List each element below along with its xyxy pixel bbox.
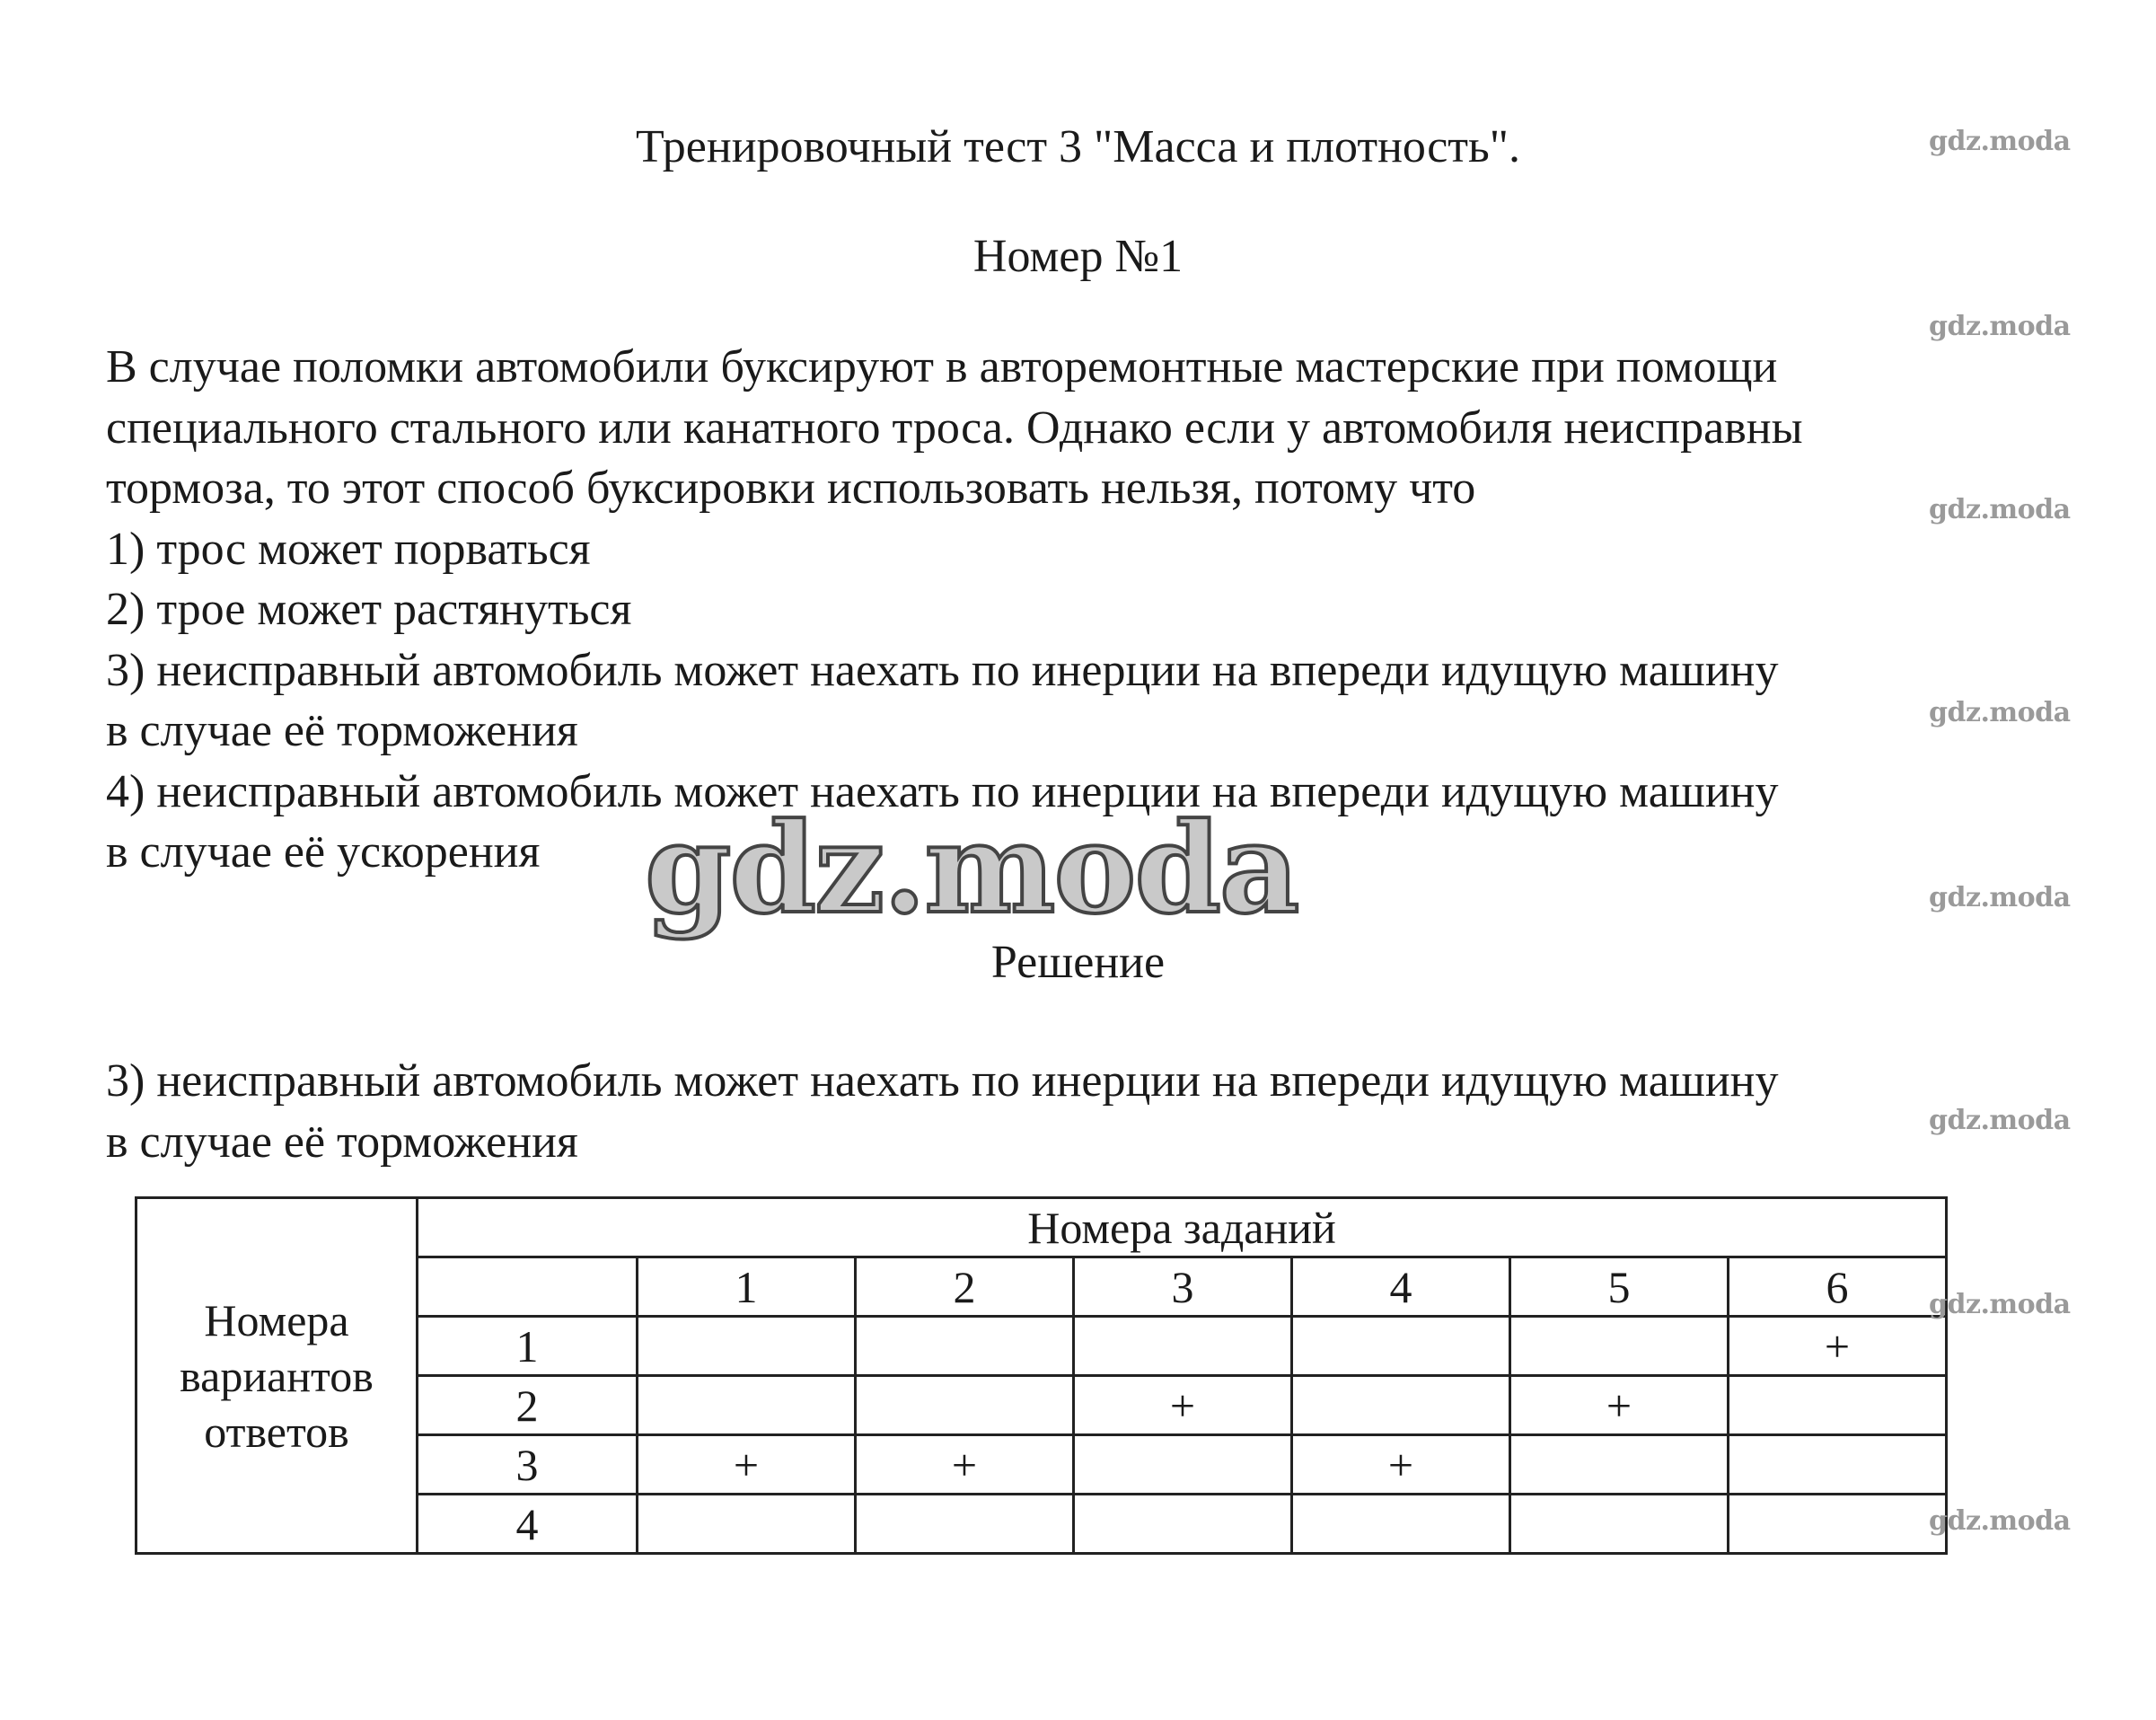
mark-cell — [856, 1317, 1074, 1376]
mark-cell: + — [1292, 1435, 1510, 1495]
variants-header: Номера вариантов ответов — [136, 1198, 418, 1554]
watermark: gdz.moda — [1929, 311, 2071, 342]
mark-cell: + — [1074, 1376, 1292, 1435]
task-number-cell: 1 — [638, 1257, 856, 1317]
task-number-cell: 4 — [1292, 1257, 1510, 1317]
mark-cell — [1074, 1317, 1292, 1376]
mark-cell: + — [856, 1435, 1074, 1495]
mark-cell — [1510, 1317, 1729, 1376]
task-number-cell: 2 — [856, 1257, 1074, 1317]
mark-cell — [1074, 1435, 1292, 1495]
mark-cell — [638, 1317, 856, 1376]
mark-cell — [1292, 1376, 1510, 1435]
answer-option-1: 1) трос может порваться — [106, 523, 591, 575]
corner-cell — [418, 1257, 638, 1317]
task-number-cell: 3 — [1074, 1257, 1292, 1317]
watermark: gdz.moda — [1929, 126, 2071, 157]
mark-cell: + — [1729, 1317, 1947, 1376]
answer-option-3-cont: в случае её торможения — [106, 705, 578, 756]
mark-cell — [1729, 1495, 1947, 1554]
solution-heading: Решение — [990, 937, 1166, 988]
answer-table — [135, 1196, 1948, 1555]
variant-number-cell: 2 — [418, 1376, 638, 1435]
answer-option-4: 4) неисправный автомобиль может наехать по инерции на впереди идущую машину — [106, 765, 1779, 817]
watermark: gdz.moda — [1929, 1105, 2071, 1136]
mark-cell: + — [1510, 1376, 1729, 1435]
task-number-cell: 5 — [1510, 1257, 1729, 1317]
watermark: gdz.moda — [1929, 697, 2071, 728]
mark-cell — [1292, 1495, 1510, 1554]
answer-option-4-cont: в случае её ускорения — [106, 826, 541, 878]
question-line: специального стального или канатного троса. Однако если у автомобиля неисправны — [106, 401, 1803, 454]
mark-cell — [638, 1376, 856, 1435]
mark-cell — [856, 1376, 1074, 1435]
solution-text — [106, 1051, 2081, 1172]
mark-cell — [1729, 1435, 1947, 1495]
question-line: тормоза, то этот способ буксировки использовать нельзя, потому что — [106, 463, 1476, 514]
variant-number-cell: 3 — [418, 1435, 638, 1495]
variant-number-cell: 4 — [418, 1495, 638, 1554]
table-header-row — [136, 1198, 1947, 1257]
mark-cell — [1074, 1495, 1292, 1554]
solution-line: в случае её торможения — [106, 1116, 578, 1168]
mark-cell — [1510, 1435, 1729, 1495]
watermark: gdz.moda — [1929, 1505, 2071, 1537]
watermark: gdz.moda — [1929, 1289, 2071, 1320]
watermark: gdz.moda — [1929, 494, 2071, 525]
task-number-cell: 6 — [1729, 1257, 1947, 1317]
tasks-header: Номера заданий — [418, 1198, 1947, 1257]
mark-cell: + — [638, 1435, 856, 1495]
mark-cell — [1292, 1317, 1510, 1376]
watermark-logo: gdz.moda — [645, 795, 1298, 941]
mark-cell — [1729, 1376, 1947, 1435]
question-line: В случае поломки автомобили буксируют в авторемонтные мастерские при помощи — [106, 341, 1778, 393]
variant-number-cell: 1 — [418, 1317, 638, 1376]
solution-line: 3) неисправный автомобиль может наехать по инерции на впереди идущую машину — [106, 1055, 1779, 1107]
watermark: gdz.moda — [1929, 882, 2071, 913]
task-number: Номер №1 — [972, 231, 1184, 282]
mark-cell — [1510, 1495, 1729, 1554]
mark-cell — [856, 1495, 1074, 1554]
answer-option-3: 3) неисправный автомобиль может наехать по инерции на впереди идущую машину — [106, 644, 1779, 696]
mark-cell — [638, 1495, 856, 1554]
page-title: Тренировочный тест 3 "Масса и плотность". — [636, 121, 1520, 172]
answer-option-2: 2) трое может растянуться — [106, 584, 632, 635]
